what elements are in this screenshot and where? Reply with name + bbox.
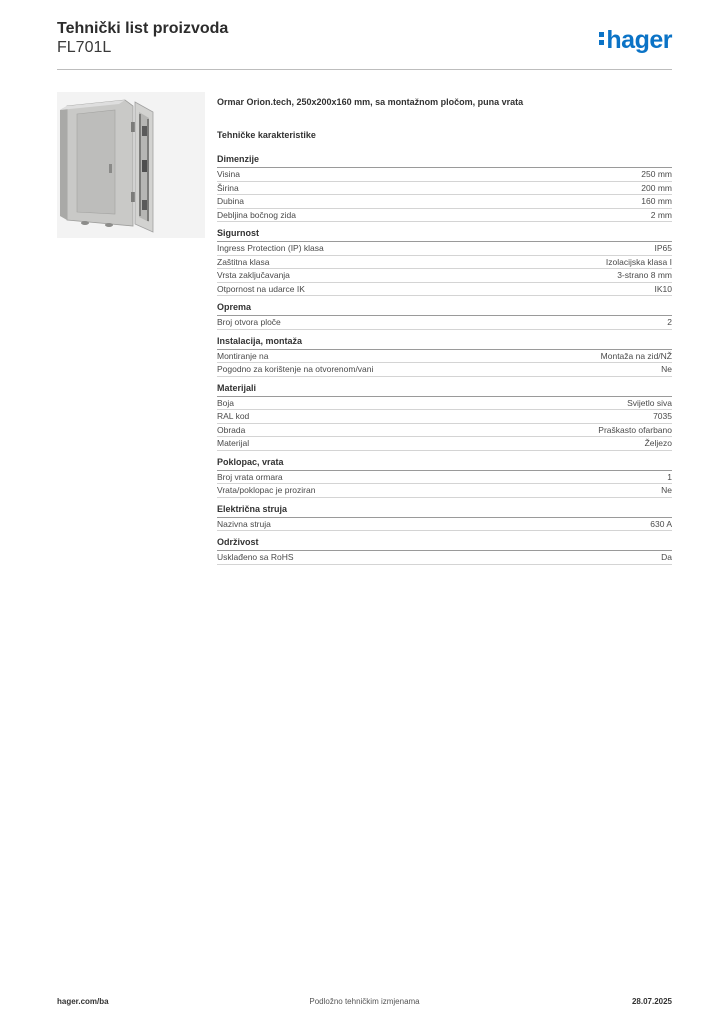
spec-value: Montaža na zid/NŽ [600,350,672,361]
spec-value: Praškasto ofarbano [598,424,672,435]
spec-section [217,504,672,532]
spec-row [217,195,672,209]
logo-dots-icon [599,29,605,48]
page-footer [57,997,672,1011]
spec-value: 160 mm [641,196,672,206]
spec-section [217,383,672,451]
spec-row [217,363,672,377]
spec-section [217,537,672,565]
spec-value: 3-strano 8 mm [617,270,672,280]
spec-row [217,283,672,297]
product-code: FL701L [57,39,112,56]
section-title: Sigurnost [217,228,672,242]
spec-label: Vrsta zaključavanja [217,270,290,280]
document-title: Tehnički list proizvoda [57,20,229,37]
spec-label: Dubina [217,196,244,206]
spec-value: 2 [667,317,672,327]
section-title: Instalacija, montaža [217,336,672,350]
section-title: Materijali [217,383,672,397]
spec-sections [217,154,672,565]
spec-value: Izolacijska klasa I [605,256,672,267]
spec-row [217,484,672,498]
spec-label: Debljina bočnog zida [217,209,296,220]
logo-text: hager [606,26,672,54]
spec-row [217,410,672,424]
section-title: Oprema [217,302,672,316]
footer-website: hager.com/ba [57,997,109,1006]
page-header [57,20,672,70]
spec-row [217,256,672,270]
spec-value: IP65 [654,243,672,253]
spec-value: 7035 [653,411,672,421]
spec-label: Pogodno za korištenje na otvorenom/vani [217,364,374,374]
spec-label: Broj vrata ormara [217,471,283,482]
specifications-panel [217,97,672,571]
spec-value: 630 A [650,518,672,529]
spec-value: IK10 [654,283,672,294]
footer-disclaimer: Podložno tehničkim izmjenama [309,997,420,1006]
spec-label: RAL kod [217,411,250,421]
spec-row [217,424,672,438]
spec-row [217,350,672,364]
spec-row [217,209,672,223]
spec-value: Svijetlo siva [627,397,672,408]
spec-label: Broj otvora ploče [217,317,281,327]
section-title: Poklopac, vrata [217,457,672,471]
spec-label: Ingress Protection (IP) klasa [217,243,324,253]
spec-row [217,316,672,330]
hager-logo [599,26,672,55]
spec-value: 200 mm [641,182,672,193]
spec-value: Ne [661,364,672,374]
section-title: Održivost [217,537,672,551]
technical-characteristics-heading: Tehničke karakteristike [217,130,316,140]
spec-label: Obrada [217,424,246,435]
spec-label: Boja [217,397,235,408]
spec-row [217,397,672,411]
spec-label: Otpornost na udarce IK [217,283,305,294]
spec-row [217,242,672,256]
spec-row [217,551,672,565]
spec-value: Ne [661,485,672,495]
spec-section [217,302,672,330]
cabinet-illustration-icon [57,92,205,238]
spec-row [217,518,672,532]
spec-section [217,457,672,498]
spec-section [217,154,672,222]
spec-section [217,336,672,377]
product-image [57,92,205,238]
spec-value: Da [661,552,672,562]
spec-section [217,228,672,296]
spec-row [217,168,672,182]
spec-value: Željezo [644,438,672,448]
spec-label: Zaštitna klasa [217,256,270,267]
header-divider [57,69,672,70]
spec-row [217,437,672,451]
section-title: Električna struja [217,504,672,518]
section-title: Dimenzije [217,154,672,168]
spec-label: Nazivna struja [217,518,271,529]
spec-label: Visina [217,169,240,179]
spec-label: Usklađeno sa RoHS [217,552,294,562]
product-description: Ormar Orion.tech, 250x200x160 mm, sa montažnom pločom, puna vrata [217,97,524,107]
spec-value: 250 mm [641,169,672,179]
spec-row [217,182,672,196]
spec-label: Materijal [217,438,250,448]
spec-label: Montiranje na [217,350,269,361]
spec-value: 1 [667,471,672,482]
spec-row [217,471,672,485]
spec-value: 2 mm [650,209,672,220]
spec-label: Širina [217,182,239,193]
spec-label: Vrata/poklopac je proziran [217,485,316,495]
spec-row [217,269,672,283]
footer-date: 28.07.2025 [631,997,672,1006]
